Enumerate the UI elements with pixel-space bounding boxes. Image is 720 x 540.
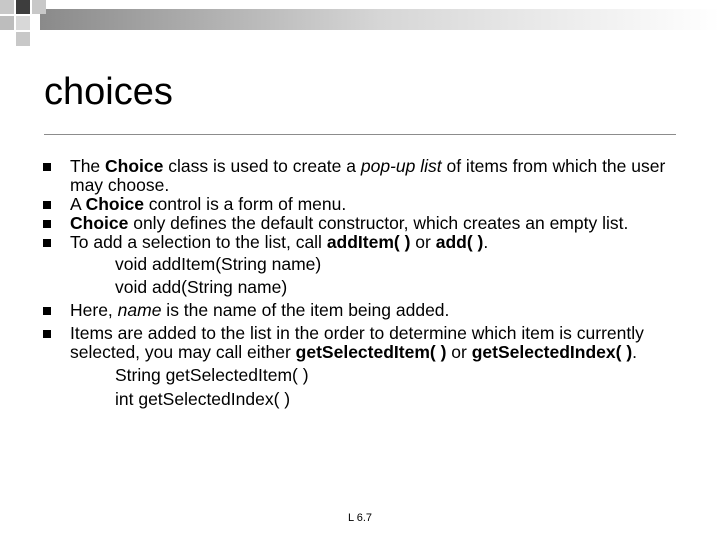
text-run: or xyxy=(410,232,436,252)
bold-term: addItem( ) xyxy=(326,232,411,252)
text-run: A xyxy=(70,194,86,214)
bullet-text xyxy=(70,301,680,320)
bullet-item xyxy=(0,195,720,214)
text-run: only defines the default constructor, which creates an empty list. xyxy=(128,213,629,233)
text-run: of items from which the user may choose. xyxy=(70,156,666,195)
code-block xyxy=(0,255,720,297)
bullet-square-icon xyxy=(43,220,51,228)
text-run: To add a selection to the list, call xyxy=(70,232,327,252)
code-line: void add(String name) xyxy=(115,277,288,297)
code-line: int getSelectedIndex( ) xyxy=(115,389,291,409)
bullet-text xyxy=(70,195,680,214)
bold-term: Choice xyxy=(70,213,129,233)
text-run: control is a form of menu. xyxy=(143,194,347,214)
bullet-square-icon xyxy=(43,239,51,247)
text-run: or xyxy=(446,342,472,362)
bold-term: Choice xyxy=(105,156,164,176)
title-decoration xyxy=(0,0,720,48)
bullet-item xyxy=(0,301,720,320)
bold-term: add( ) xyxy=(435,232,484,252)
title-rule xyxy=(44,134,676,135)
bullet-item xyxy=(0,214,720,233)
italic-term: pop-up list xyxy=(360,156,442,176)
bullet-text xyxy=(70,324,680,362)
bullet-list xyxy=(0,157,720,409)
italic-term: name xyxy=(117,300,162,320)
text-run: Here, xyxy=(70,300,118,320)
bold-term: getSelectedIndex( ) xyxy=(471,342,633,362)
slide-title: choices xyxy=(44,71,173,113)
code-line: void addItem(String name) xyxy=(115,254,322,274)
text-run: . xyxy=(483,232,489,252)
text-run: Items are added to the list in the order to determine which item is currently selected, you may call either xyxy=(70,323,644,362)
bullet-square-icon xyxy=(43,330,51,338)
bullet-square-icon xyxy=(43,163,51,171)
bullet-square-icon xyxy=(43,307,51,315)
bold-term: getSelectedItem( ) xyxy=(295,342,447,362)
bold-term: Choice xyxy=(85,194,144,214)
bullet-text xyxy=(70,214,680,233)
text-run: class is used to create a xyxy=(163,156,361,176)
text-run: is the name of the item being added. xyxy=(161,300,450,320)
bullet-square-icon xyxy=(43,201,51,209)
code-line: String getSelectedItem( ) xyxy=(115,365,309,385)
text-run: The xyxy=(70,156,106,176)
bullet-item xyxy=(0,233,720,252)
bullet-text xyxy=(70,157,680,195)
bullet-item xyxy=(0,324,720,362)
bullet-item xyxy=(0,157,720,195)
slide-footer: L 6.7 xyxy=(347,512,373,524)
bullet-text xyxy=(70,233,680,252)
code-block xyxy=(0,366,720,409)
text-run: . xyxy=(632,342,638,362)
